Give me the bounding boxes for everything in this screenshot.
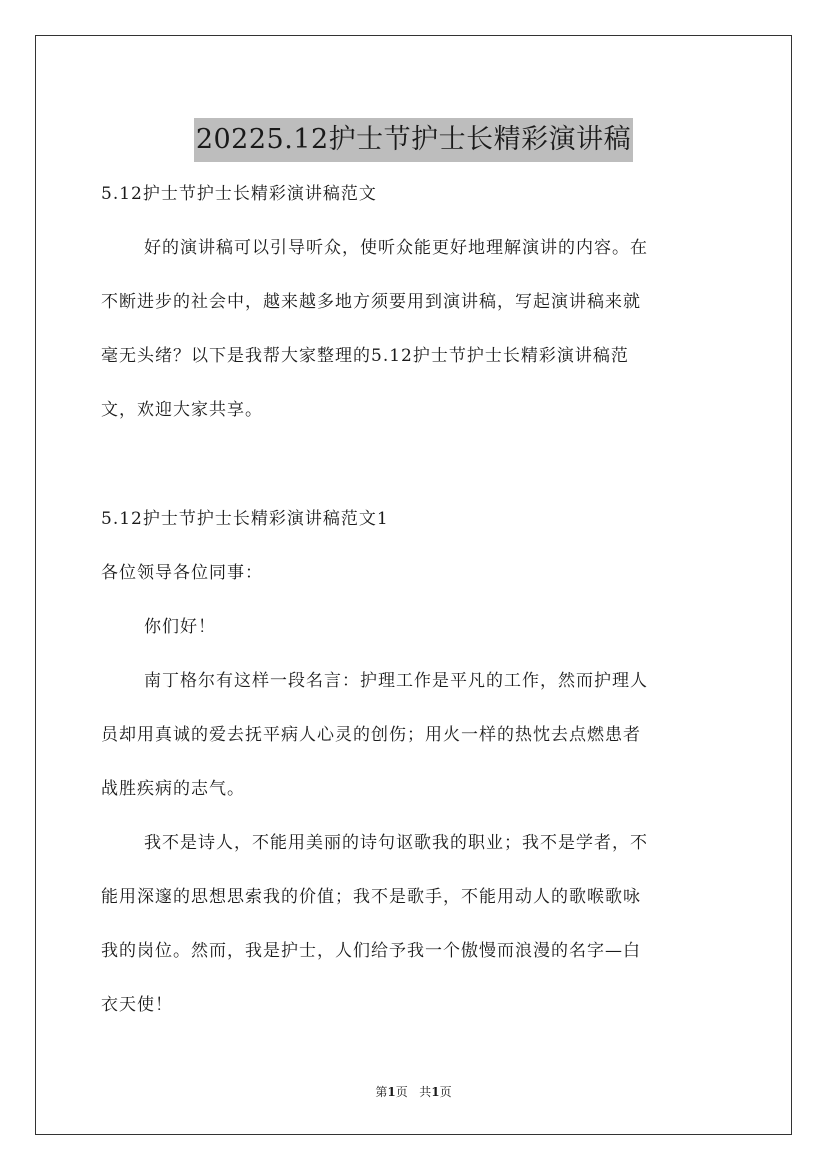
intro-line: 好的演讲稿可以引导听众，使听众能更好地理解演讲的内容。在 <box>144 238 648 258</box>
title-wrap <box>0 100 827 180</box>
footer-total-number: 1 <box>431 1085 440 1099</box>
intro-line: 不断进步的社会中，越来越多地方须要用到演讲稿，写起演讲稿来就 <box>101 292 641 312</box>
salutation: 各位领导各位同事： <box>101 563 263 583</box>
subtitle: 5.12护士节护士长精彩演讲稿范文 <box>101 184 377 204</box>
paragraph-line: 南丁格尔有这样一段名言：护理工作是平凡的工作，然而护理人 <box>144 671 648 691</box>
intro-line: 毫无头绪？以下是我帮大家整理的5.12护士节护士长精彩演讲稿范 <box>101 346 629 366</box>
paragraph-line: 员却用真诚的爱去抚平病人心灵的创伤；用火一样的热忱去点燃患者 <box>101 725 641 745</box>
page-footer <box>0 1084 827 1100</box>
section-heading: 5.12护士节护士长精彩演讲稿范文1 <box>101 509 389 529</box>
paragraph-line: 能用深邃的思想思索我的价值；我不是歌手，不能用动人的歌喉歌咏 <box>101 887 641 907</box>
greeting: 你们好！ <box>144 617 216 637</box>
document-title: 20225.12护士节护士长精彩演讲稿 <box>194 118 633 162</box>
paragraph-line: 我不是诗人，不能用美丽的诗句讴歌我的职业；我不是学者，不 <box>144 833 648 853</box>
paragraph-line: 衣天使！ <box>101 995 173 1015</box>
footer-total-suffix: 页 <box>439 1085 452 1099</box>
paragraph-line: 战胜疾病的志气。 <box>101 779 245 799</box>
footer-page-suffix: 页 <box>395 1085 408 1099</box>
footer-page-number: 1 <box>387 1085 396 1099</box>
footer-page-prefix: 第 <box>375 1085 388 1099</box>
intro-line: 文，欢迎大家共享。 <box>101 400 263 420</box>
footer-total-prefix: 共 <box>419 1085 432 1099</box>
paragraph-line: 我的岗位。然而，我是护士，人们给予我一个傲慢而浪漫的名字—白 <box>101 941 641 961</box>
